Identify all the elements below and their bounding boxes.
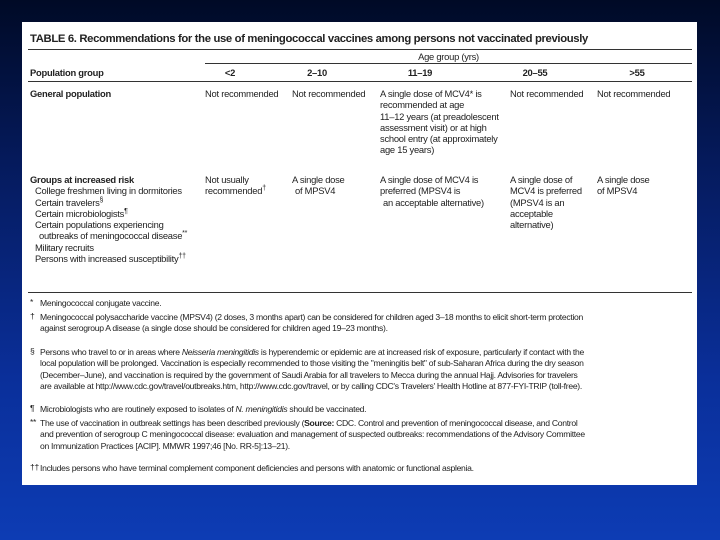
footnote: † Meningococcal polysaccharide vaccine (MPSV4) (2 doses, 3 months apart) can be considered for children aged 3–18 months to elicit short-term protection against serogroup A disease (a single dose should be considered for children aged 19–23 months).: [30, 311, 584, 334]
cell: A single dose of MPSV4: [597, 174, 650, 197]
divider: [205, 63, 692, 64]
footnote: * Meningococcal conjugate vaccine.: [30, 297, 162, 308]
cell: Not recommended: [597, 88, 671, 99]
divider: [28, 49, 692, 50]
footnote: †† Includes persons who have terminal complement component deficiencies and persons with anatomic or functional asplenia.: [30, 462, 474, 473]
divider: [28, 292, 692, 293]
col-header-2-10: 2–10: [307, 67, 327, 78]
col-header-population: Population group: [30, 67, 104, 78]
footnote: § Persons who travel to or in areas where Neisseria meningitidis is hyperendemic or epidemic are at increased risk of exposure, particularly if contact with the local population will be prolonged. Vaccination is especially recommended to those visiting the "meningitis belt" of sub-Saharan Africa during the dry season (December–June), and vaccination is required by the government of Saudi Arabia for all travelers to Mecca during the annual Hajj. Advisories for travelers are available at http://www.cdc.gov/travel/outbreaks.htm, http://www.cdc.gov/travel, or by calling CDC's Travelers' Health Hotline at 877-FYI-TRIP (toll-free).: [30, 346, 584, 391]
cell: Not usually recommended†: [205, 174, 266, 197]
divider: [28, 81, 692, 82]
col-header-lt2: <2: [224, 67, 236, 78]
row-label: Groups at increased risk College freshmen living in dormitories Certain travelers§ Certain microbiologists¶ Certain populations experiencing outbreaks of meningococcal disease** Military recruits Persons with increased susceptibility††: [30, 174, 188, 265]
cell: A single dose of MCV4* is recommended at age 11–12 years (at preadolescent assessment visit) or at high school entry (at approximately age 15 years): [380, 88, 499, 156]
col-header-11-19: 11–19: [407, 67, 433, 78]
cell: A single dose of MPSV4: [292, 174, 345, 197]
cell: Not recommended: [292, 88, 366, 99]
table-title: TABLE 6. Recommendations for the use of meningococcal vaccines among persons not vaccinated previously: [30, 33, 588, 45]
cell: Not recommended: [510, 88, 584, 99]
col-header-gt55: >55: [629, 67, 645, 78]
cell: Not recommended: [205, 88, 279, 99]
row-label: General population: [30, 88, 111, 99]
footnote: ¶ Microbiologists who are routinely exposed to isolates of N. meningitidis should be vaccinated.: [30, 403, 367, 414]
cell: A single dose of MCV4 is preferred (MPSV4 is an acceptable alternative): [380, 174, 484, 208]
cell: A single dose of MCV4 is preferred (MPSV4 is an acceptable alternative): [510, 174, 582, 231]
footnote: ** The use of vaccination in outbreak settings has been described previously (Source: CDC. Control and prevention of meningococcal disease, and Control and prevention of serogroup C meningococcal disease: evaluation and management of suspected outbreaks: recommendations of the Advisory Committee on Immunization Practices [ACIP]. MMWR 1997;46 [No. RR-5]:13–21).: [30, 417, 585, 451]
table-slide: [22, 22, 697, 485]
col-header-20-55: 20–55: [522, 67, 548, 78]
age-group-header: Age group (yrs): [418, 51, 479, 62]
